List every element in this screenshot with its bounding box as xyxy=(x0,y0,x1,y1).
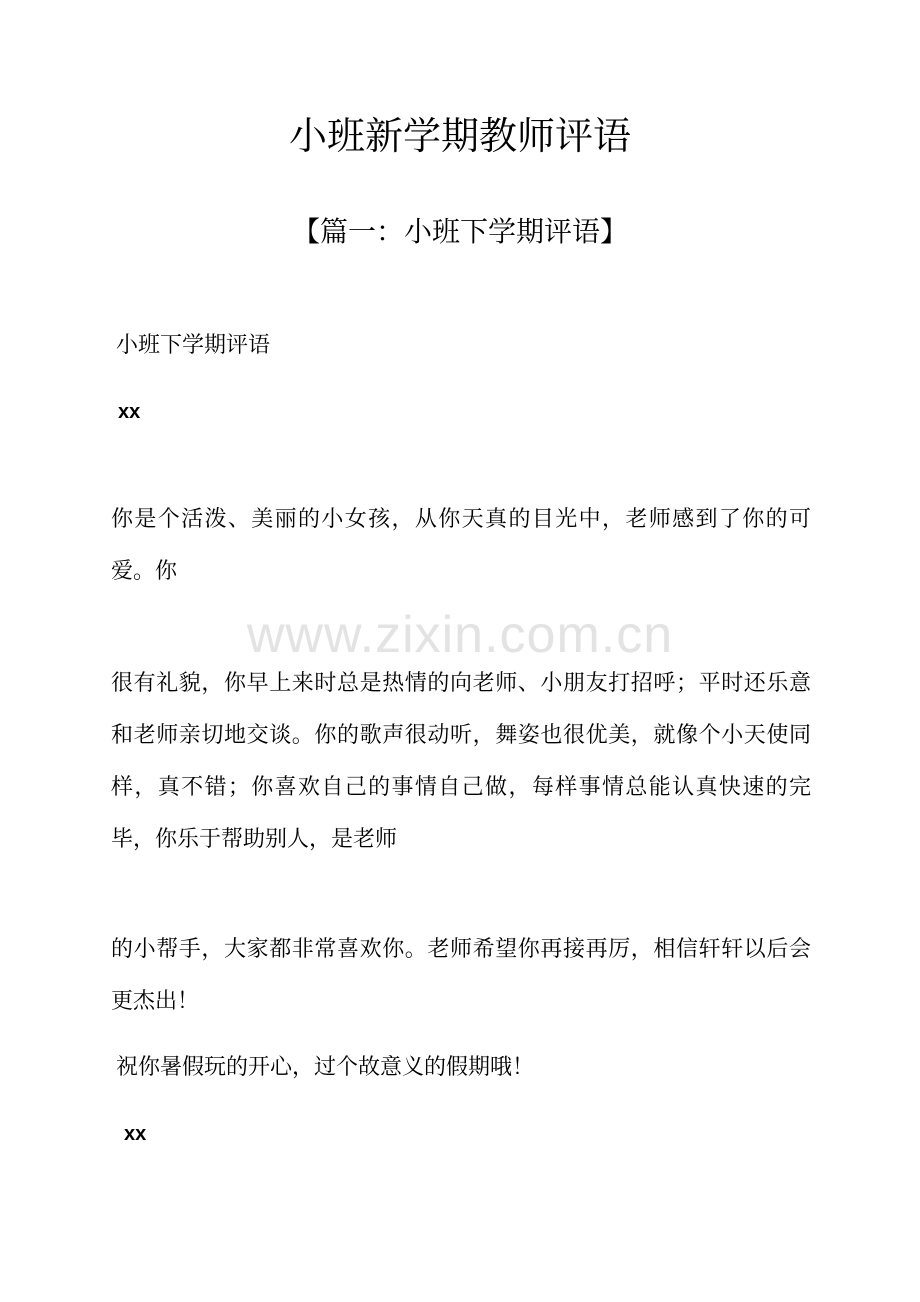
signature-bottom: xx xyxy=(124,1123,147,1145)
document-subtitle: 【篇一：小班下学期评语】 xyxy=(291,215,628,248)
paragraph-2: 很有礼貌，你早上来时总是热情的向老师、小朋友打招呼；平时还乐意和老师亲切地交谈。你的歌声很动听，舞姿也很优美，就像个小天使同样，真不错；你喜欢自己的事情自己做，每样事情总能认真快速的完毕，你乐于帮助别人，是老师 xyxy=(111,671,811,852)
closing-line: 祝你暑假玩的开心，过个故意义的假期哦！ xyxy=(116,1055,535,1080)
section-heading: 小班下学期评语 xyxy=(116,333,271,358)
signature-top: xx xyxy=(118,401,141,423)
watermark: www.zixin.com.cn xyxy=(246,606,674,664)
document-title: 小班新学期教师评语 xyxy=(288,114,631,158)
paragraph-3: 的小帮手，大家都非常喜欢你。老师希望你再接再厉，相信轩轩以后会更杰出！ xyxy=(111,937,811,1014)
paragraph-1: 你是个活泼、美丽的小女孩，从你天真的目光中，老师感到了你的可爱。你 xyxy=(111,507,811,584)
